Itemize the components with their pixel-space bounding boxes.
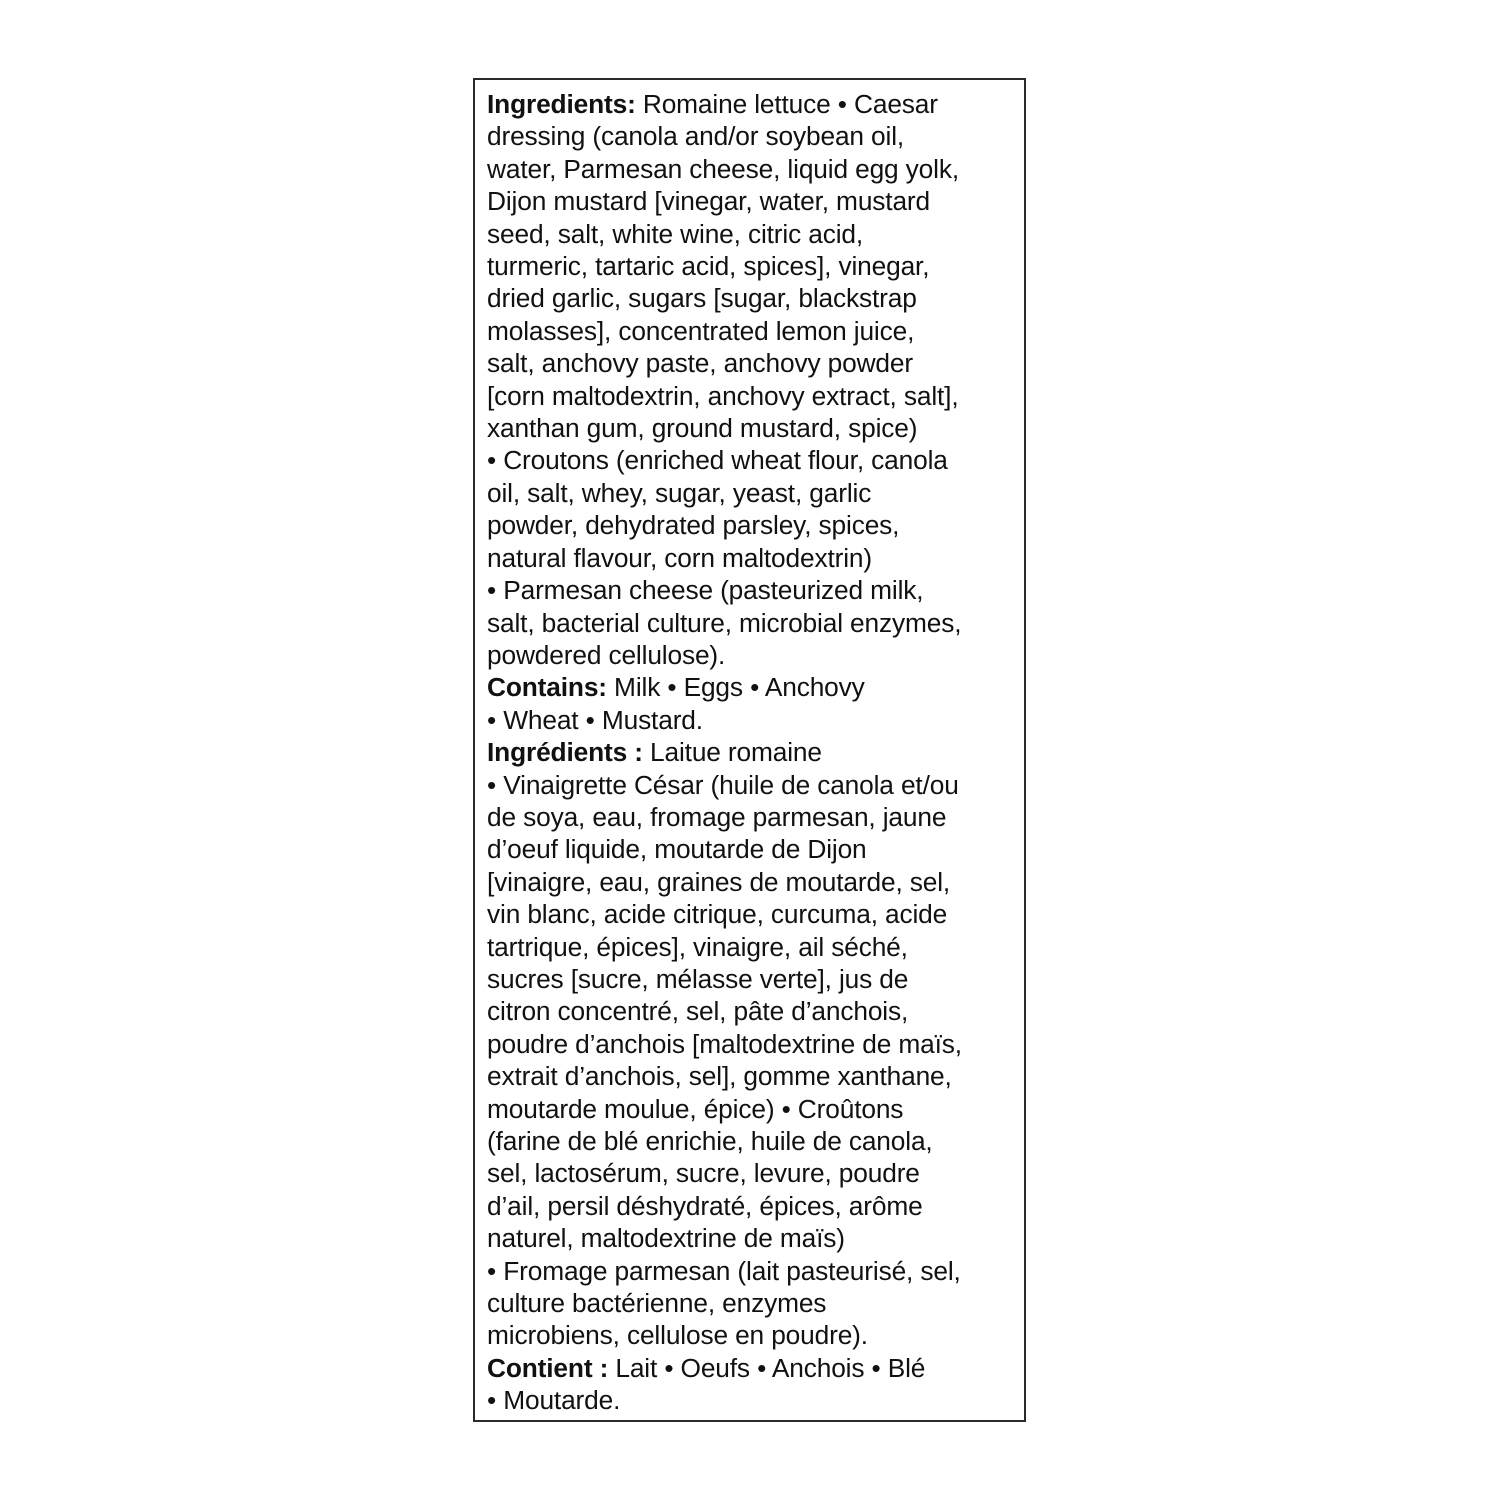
english-contains-line: • Wheat • Mustard.	[487, 704, 703, 735]
english-ingredients-line: powdered cellulose).	[487, 639, 726, 670]
french-ingredients-line: vin blanc, acide citrique, curcuma, acide	[487, 899, 948, 930]
ingredients-label-panel	[473, 78, 1026, 1422]
french-ingredients-line: extrait d’anchois, sel], gomme xanthane,	[487, 1061, 952, 1092]
english-ingredients-line-1: Ingredients: Romaine lettuce • Caesar	[487, 89, 938, 119]
english-ingredients-line: molasses], concentrated lemon juice,	[487, 315, 915, 346]
french-ingredients-line: d’ail, persil déshydraté, épices, arôme	[487, 1190, 923, 1221]
french-ingredients-line: (farine de blé enrichie, huile de canola,	[487, 1126, 933, 1156]
french-ingredients-line: • Vinaigrette César (huile de canola et/ou	[487, 769, 959, 800]
english-ingredients-line: water, Parmesan cheese, liquid egg yolk,	[487, 153, 959, 184]
english-ingredients-line: xanthan gum, ground mustard, spice)	[487, 413, 918, 444]
french-ingredients-line: moutarde moulue, épice) • Croûtons	[487, 1093, 904, 1124]
english-ingredients-line: • Parmesan cheese (pasteurized milk,	[487, 575, 924, 606]
french-ingredients-line: d’oeuf liquide, moutarde de Dijon	[487, 834, 867, 865]
french-ingredients-line: poudre d’anchois [maltodextrine de maïs,	[487, 1028, 962, 1059]
french-ingredients-line: naturel, maltodextrine de maïs)	[487, 1223, 845, 1254]
english-ingredients-line: dried garlic, sugars [sugar, blackstrap	[487, 283, 917, 314]
french-contains-heading: Contient :	[487, 1352, 609, 1383]
french-contains-line-1: Contient : Lait • Oeufs • Anchois • Blé	[487, 1352, 926, 1383]
french-ingredients-line: sel, lactosérum, sucre, levure, poudre	[487, 1158, 920, 1189]
french-ingredients-line: culture bactérienne, enzymes	[487, 1288, 827, 1319]
french-ingredients-line: • Fromage parmesan (lait pasteurisé, sel,	[487, 1255, 961, 1286]
english-ingredients-line: salt, anchovy paste, anchovy powder	[487, 348, 913, 379]
french-ingredients-line: [vinaigre, eau, graines de moutarde, sel,	[487, 866, 951, 897]
english-ingredients-line: turmeric, tartaric acid, spices], vinegar,	[487, 251, 930, 282]
english-ingredients-line: powder, dehydrated parsley, spices,	[487, 510, 900, 541]
french-ingredients-line: tartrique, épices], vinaigre, ail séché,	[487, 931, 908, 962]
french-ingredients-line: sucres [sucre, mélasse verte], jus de	[487, 963, 909, 994]
english-contains-line-1: Contains: Milk • Eggs • Anchovy	[487, 672, 865, 703]
french-ingredients-line: citron concentré, sel, pâte d’anchois,	[487, 996, 909, 1027]
english-ingredients-line: • Croutons (enriched wheat flour, canola	[487, 445, 948, 476]
english-ingredients-line: [corn maltodextrin, anchovy extract, salt],	[487, 380, 959, 411]
english-ingredients-line: natural flavour, corn maltodextrin)	[487, 542, 873, 573]
french-ingredients-heading: Ingrédients :	[487, 737, 643, 768]
french-contains-line: • Moutarde.	[487, 1385, 621, 1416]
english-contains-heading: Contains:	[487, 672, 607, 703]
english-ingredients-line: seed, salt, white wine, citric acid,	[487, 218, 864, 249]
ingredients-text-block	[487, 88, 1027, 1417]
french-ingredients-line-1: Ingrédients : Laitue romaine	[487, 737, 822, 768]
english-ingredients-line: salt, bacterial culture, microbial enzymes,	[487, 607, 962, 638]
english-ingredients-line: Dijon mustard [vinegar, water, mustard	[487, 186, 931, 217]
french-ingredients-line: de soya, eau, fromage parmesan, jaune	[487, 801, 947, 832]
english-ingredients-line: dressing (canola and/or soybean oil,	[487, 121, 905, 152]
english-ingredients-heading: Ingredients:	[487, 89, 636, 119]
english-ingredients-line: oil, salt, whey, sugar, yeast, garlic	[487, 477, 872, 508]
french-ingredients-line: microbiens, cellulose en poudre).	[487, 1320, 868, 1351]
